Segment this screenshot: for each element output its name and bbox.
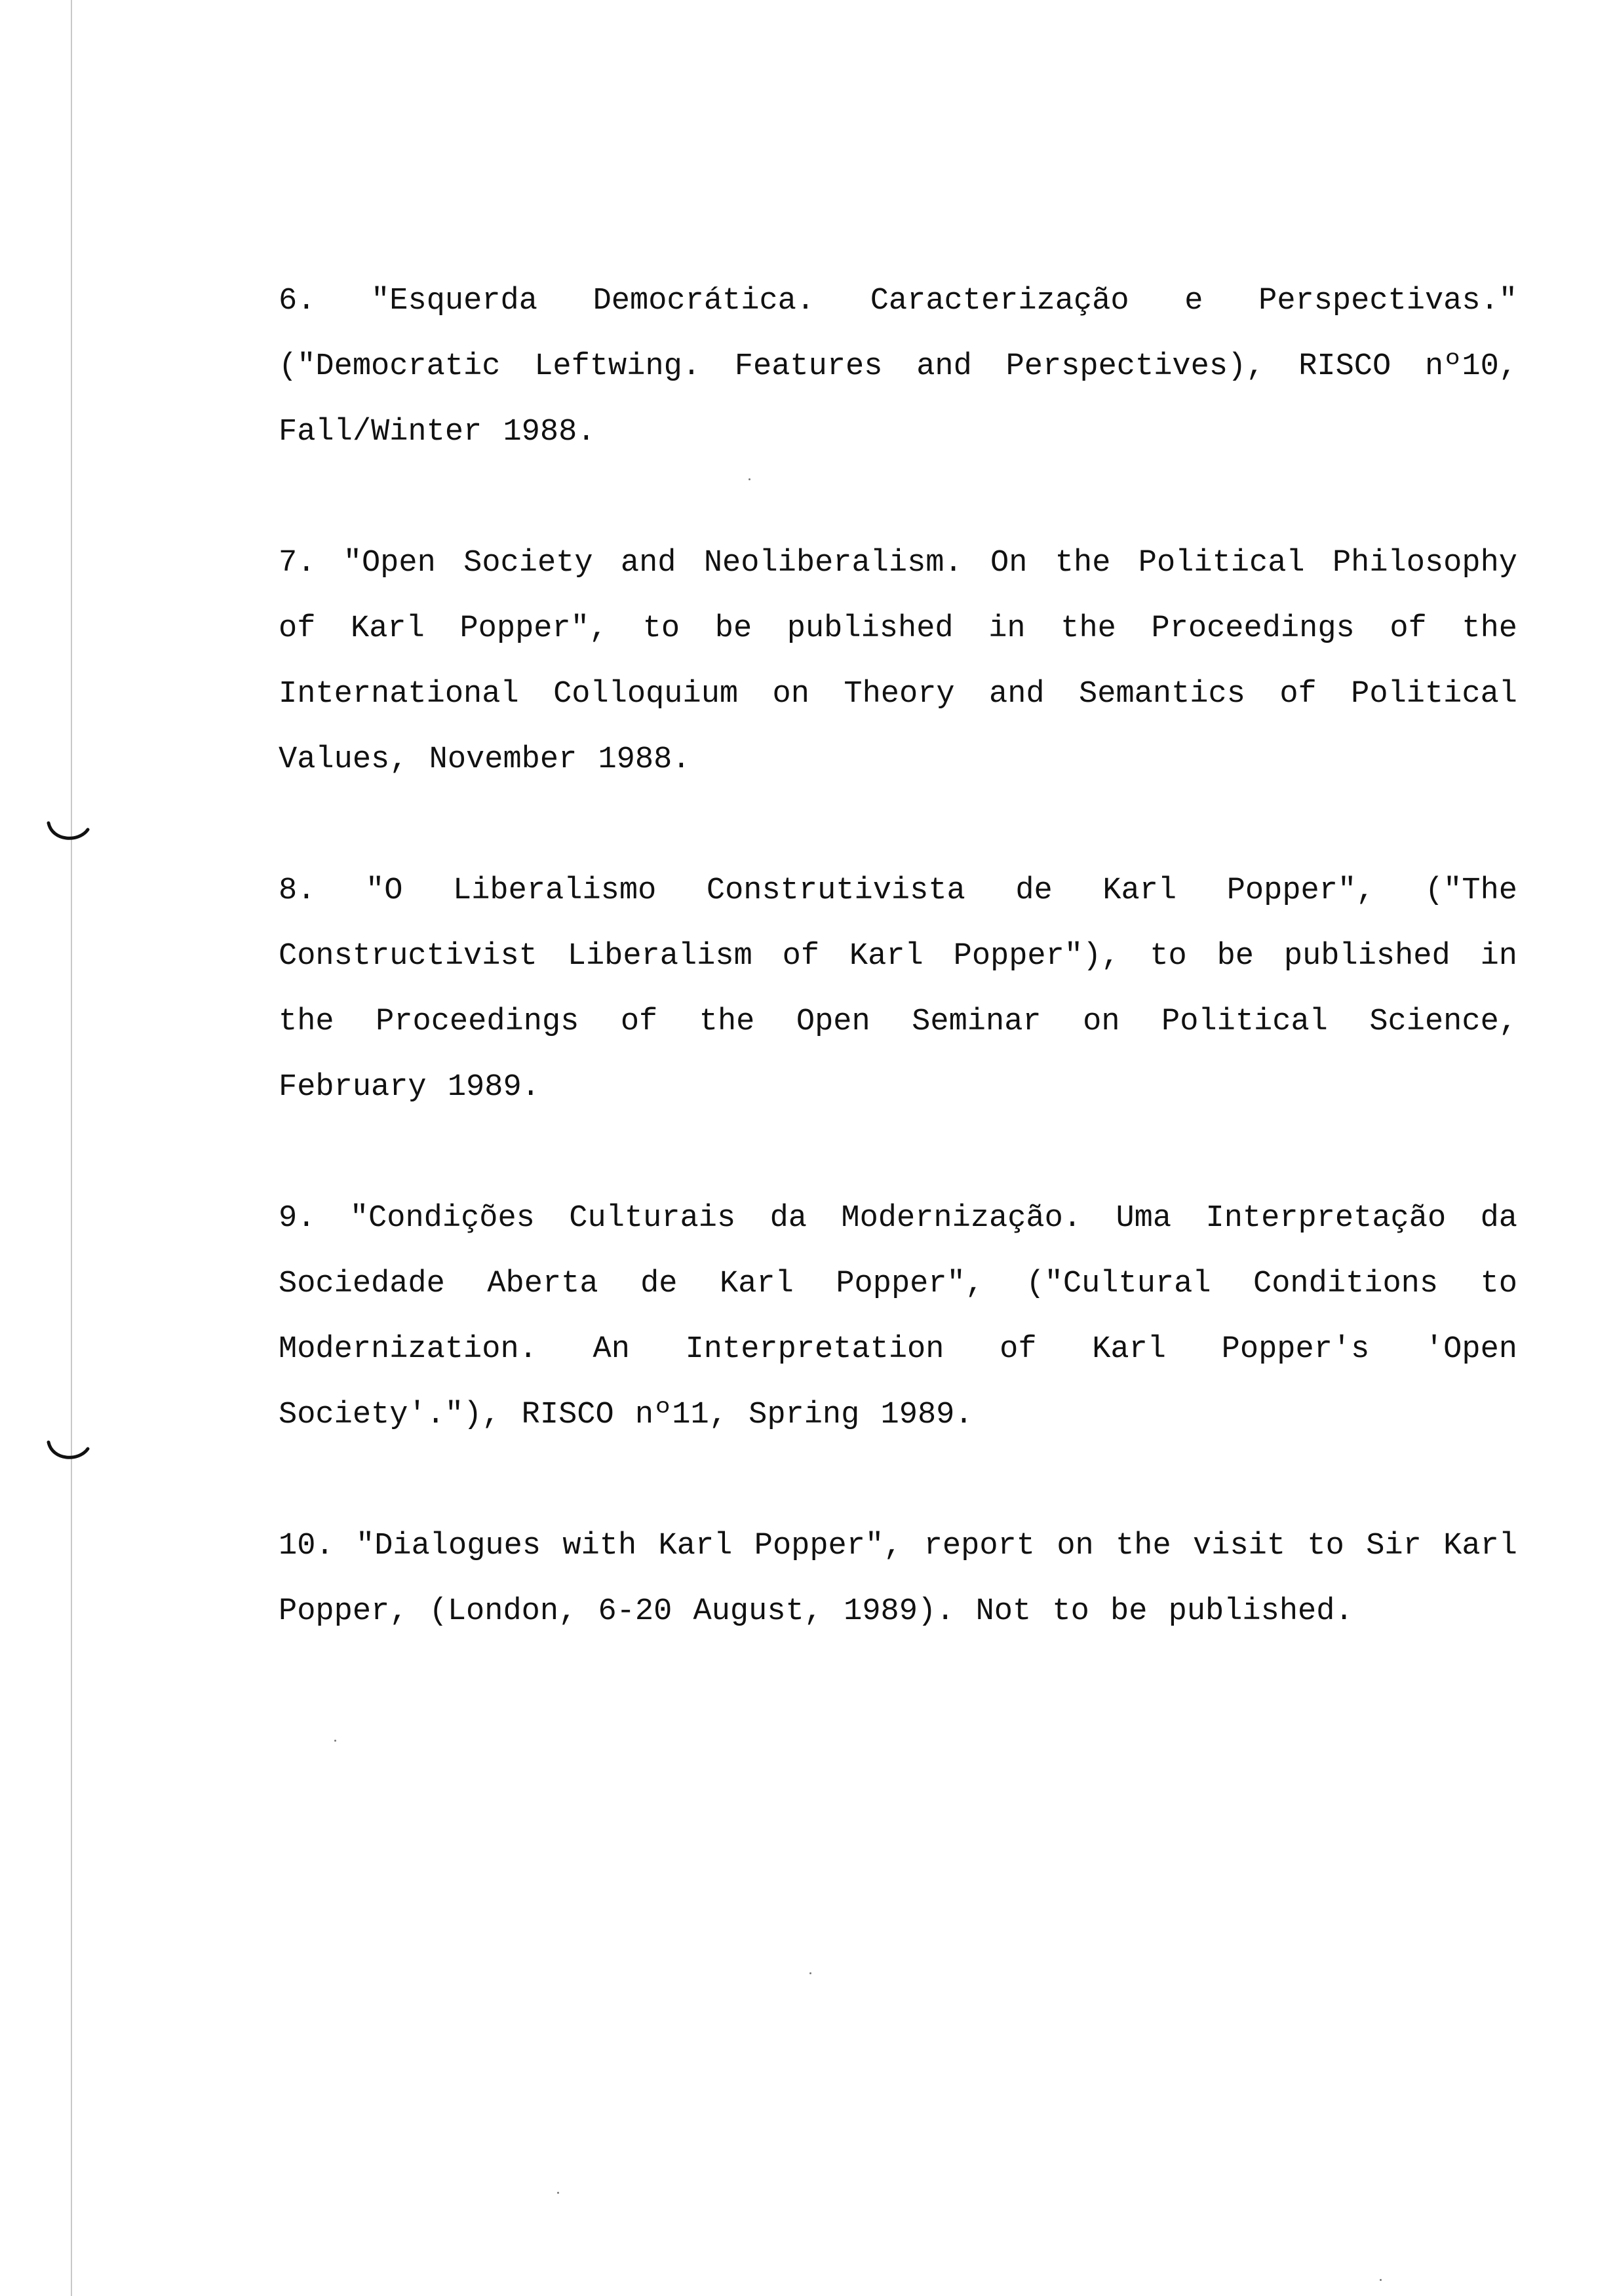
reference-item: [279, 269, 1517, 465]
reference-number: 10.: [279, 1529, 334, 1563]
reference-text: "Dialogues with Karl Popper", report on the visit to Sir Karl Popper, (London, 6-20 August, 1989). Not to be published.: [279, 1529, 1517, 1629]
punch-hole-mark: [45, 819, 92, 845]
paper-speck: [334, 1740, 336, 1742]
reference-text: "O Liberalismo Construtivista de Karl Popper", ("The Constructivist Liberalism of Karl Popper"), to be published in the Proceedings of the Open Seminar on Political Science, February 1989.: [279, 873, 1517, 1105]
reference-list: [279, 269, 1517, 1710]
reference-number: 6.: [279, 284, 316, 318]
reference-text: "Esquerda Democrática. Caracterização e Perspectivas." ("Democratic Leftwing. Features and Perspectives), RISCO nº10, Fall/Winter 1988.: [279, 284, 1517, 450]
reference-item: [279, 1186, 1517, 1448]
reference-number: 7.: [279, 546, 316, 581]
reference-number: 9.: [279, 1201, 316, 1236]
paper-speck: [809, 1972, 811, 1974]
reference-number: 8.: [279, 873, 316, 908]
reference-text: "Open Society and Neoliberalism. On the Political Philosophy of Karl Popper", to be published in the Proceedings of the International Colloquium on Theory and Semantics of Political Values, November 1988.: [279, 546, 1517, 777]
reference-item: [279, 531, 1517, 793]
left-margin-line: [71, 0, 72, 2296]
reference-text: "Condições Culturais da Modernização. Uma Interpretação da Sociedade Aberta de Karl Popper", ("Cultural Conditions to Modernization. An Interpretation of Karl Popper's 'Open Society'."), RISCO nº11, Spring 1989.: [279, 1201, 1517, 1432]
punch-hole-mark: [45, 1438, 92, 1464]
reference-item: [279, 858, 1517, 1120]
paper-speck: [557, 2192, 559, 2194]
reference-item: [279, 1514, 1517, 1645]
paper-speck: [1380, 2279, 1382, 2281]
